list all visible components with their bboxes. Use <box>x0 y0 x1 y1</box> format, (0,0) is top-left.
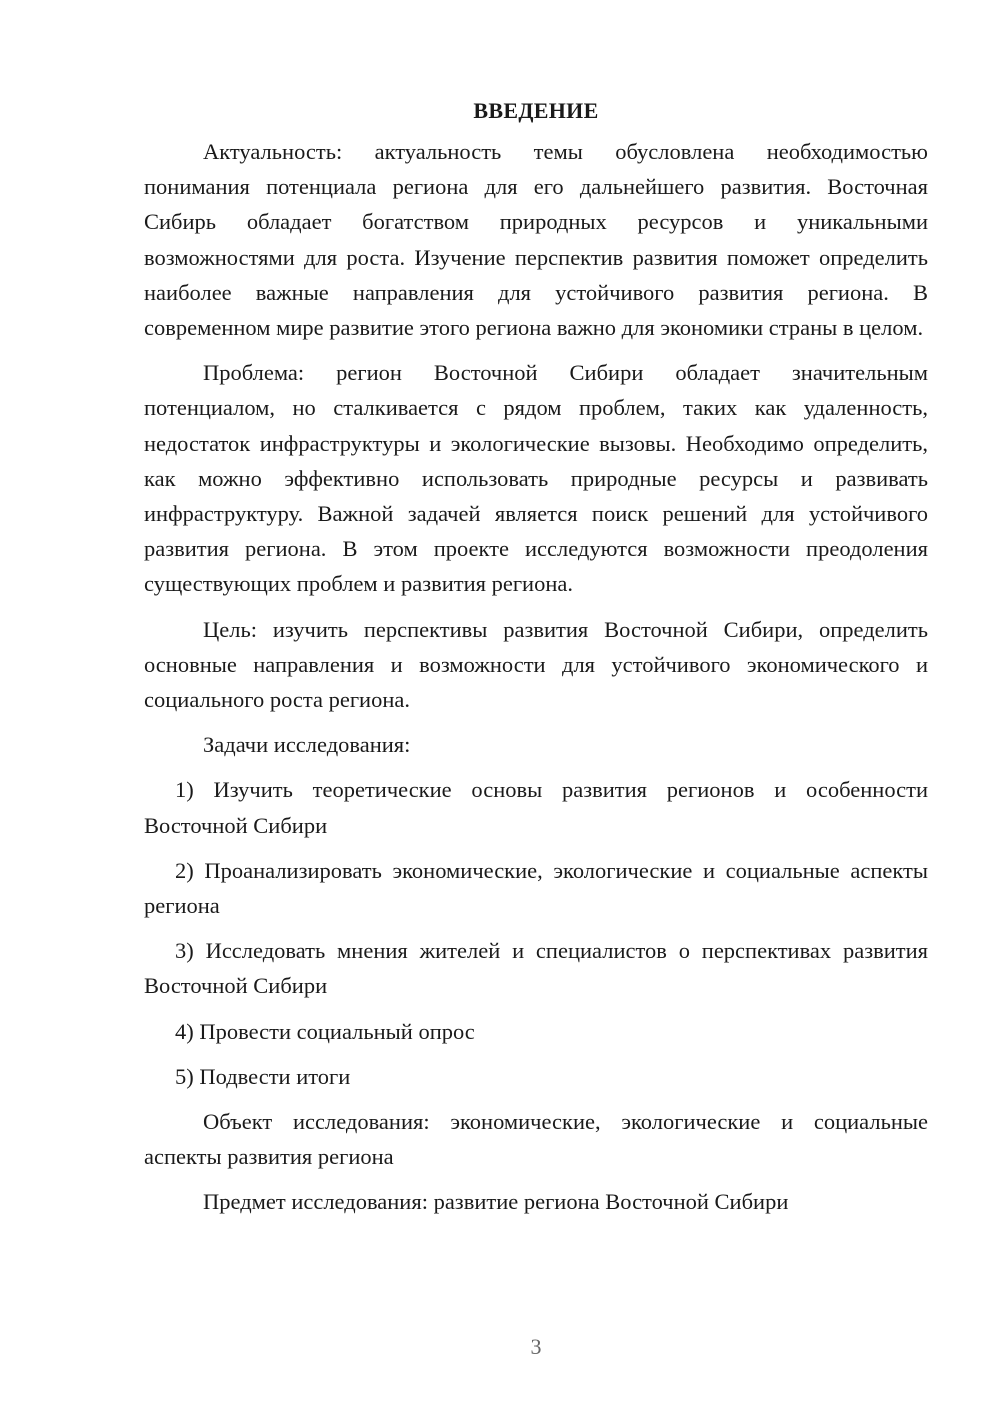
document-body <box>144 96 928 1230</box>
task-item: 2) Проанализировать экономические, экологические и социальные аспекты региона <box>144 857 928 919</box>
task-item: 3) Исследовать мнения жителей и специалистов о перспективах развития Восточной Сибири <box>144 938 928 999</box>
relevance-paragraph: Актуальность: актуальность темы обусловлена необходимостью понимания потенциала региона для его дальнейшего развития. Восточная Сибирь обладает богатством природных ресурсов и уникальными возможностями для роста. Изучение перспектив развития поможет определить наиболее важные направления для устойчивого развития региона. В современном мире развитие этого региона важно для экономики страны в целом. <box>144 139 928 341</box>
object-paragraph: Объект исследования: экономические, экологические и социальные аспекты развития региона <box>144 1109 928 1170</box>
task-item: 5) Подвести итоги <box>175 1063 351 1089</box>
task-item: 1) Изучить теоретические основы развития регионов и особенности Восточной Сибири <box>144 777 928 838</box>
subject-paragraph: Предмет исследования: развитие региона Восточной Сибири <box>203 1189 789 1215</box>
page-number: 3 <box>530 1334 542 1359</box>
problem-paragraph: Проблема: регион Восточной Сибири обладает значительным потенциалом, но сталкивается с рядом проблем, таких как удаленность, недостаток инфраструктуры и экологические вызовы. Необходимо определить, как можно эффективно использовать природные ресурсы и развивать инфраструктуру. Важной задачей является поиск решений для устойчивого развития региона. В этом проекте исследуются возможности преодоления существующих проблем и развития региона. <box>144 360 928 597</box>
goal-paragraph: Цель: изучить перспективы развития Восточной Сибири, определить основные направления и возможности для устойчивого экономического и социального роста региона. <box>144 616 928 713</box>
task-item: 4) Провести социальный опрос <box>175 1018 475 1044</box>
tasks-title: Задачи исследования: <box>203 732 411 758</box>
section-heading: ВВЕДЕНИЕ <box>473 98 599 123</box>
